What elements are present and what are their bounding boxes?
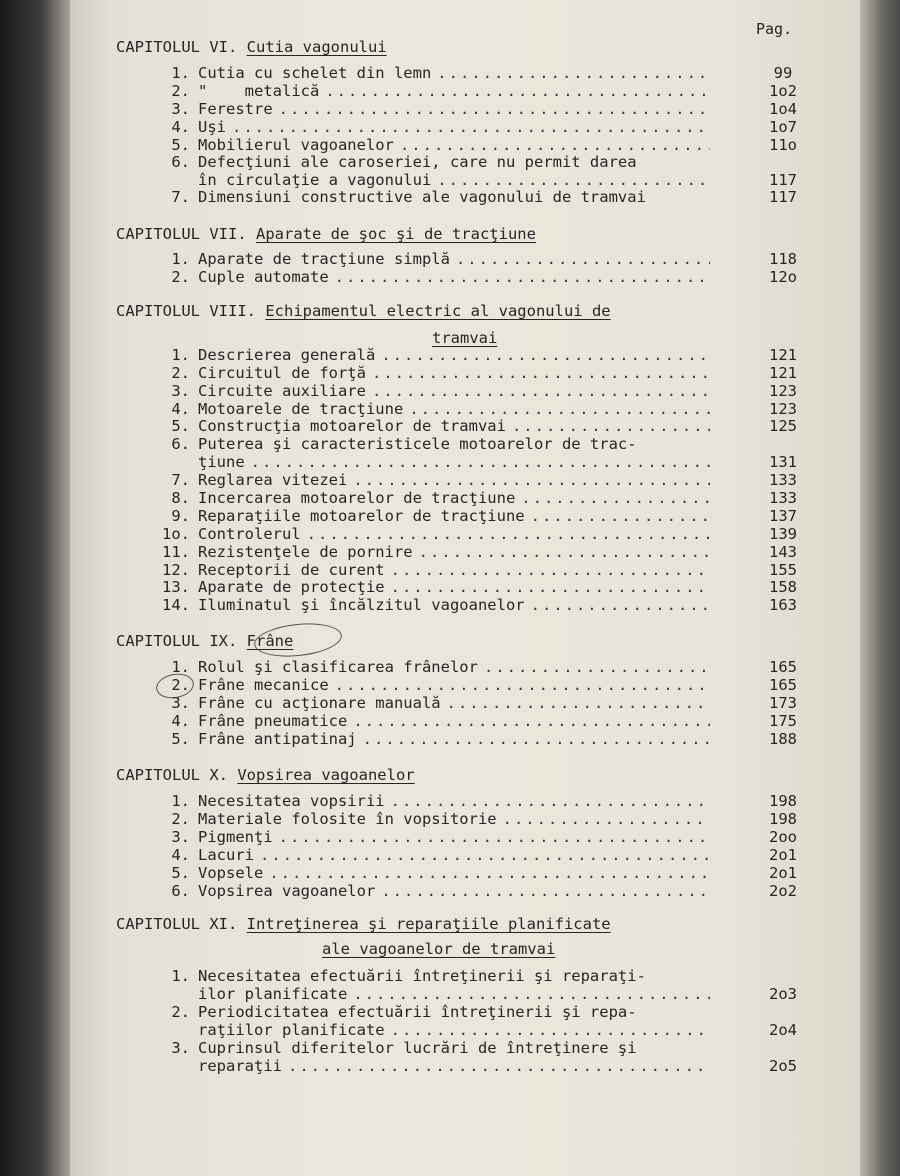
toc-entry[interactable]: 7. Reglarea vitezei ..... xyxy=(156,471,716,489)
toc-entry[interactable]: 4. Lacuri ..... xyxy=(156,846,716,864)
chapter-label: CAPITOLUL IX. xyxy=(116,632,238,650)
toc-entry[interactable]: 2. Materiale folosite în vopsitorie ..... xyxy=(156,810,716,828)
page-number: 2o1 xyxy=(769,864,797,882)
toc-entry[interactable]: 3. Circuite auxiliare ..... xyxy=(156,382,716,400)
chapter-title: Vopsirea vagoanelor xyxy=(237,766,415,784)
toc-entry[interactable]: 1. Rolul şi clasificarea frânelor ..... xyxy=(156,658,716,676)
chapter-title-line2: ale vagoanelor de tramvai xyxy=(322,940,556,958)
toc-entry[interactable]: 6. Puterea şi caracteristicele motoarelor de trac- xyxy=(171,435,637,453)
toc-entry[interactable]: 6. Defecţiuni ale caroseriei, care nu permit darea xyxy=(171,153,637,171)
page-number: 121 xyxy=(769,346,797,364)
toc-entry[interactable]: 4. Motoarele de tracţiune ..... xyxy=(156,400,716,418)
toc-entry[interactable]: 1. Cutia cu schelet din lemn ..... xyxy=(156,64,716,82)
toc-entry[interactable]: 3. Cuprinsul diferitelor lucrări de întreţinere şi xyxy=(171,1039,637,1057)
page-number: 12o xyxy=(769,268,797,286)
toc-entry-continuation: ţiune ..... xyxy=(198,453,716,471)
page-number: 133 xyxy=(769,471,797,489)
page-number: 165 xyxy=(769,676,797,694)
toc-entry[interactable]: 1. Descrierea generală ..... xyxy=(156,346,716,364)
page-number: 137 xyxy=(769,507,797,525)
toc-entry-continuation: în circulaţie a vagonului ..... xyxy=(198,171,716,189)
chapter-title: Intreţinerea şi reparaţiile planificate xyxy=(246,915,611,933)
pen-circle-mark xyxy=(253,619,344,660)
book-spine-shadow xyxy=(0,0,78,1176)
page-number: 139 xyxy=(769,525,797,543)
page-number: 155 xyxy=(769,561,797,579)
toc-entry[interactable]: 5. Frâne antipatinaj ..... xyxy=(156,730,716,748)
toc-entry[interactable]: 3. Pigmenţi ..... xyxy=(156,828,716,846)
page-number: 198 xyxy=(769,810,797,828)
toc-entry[interactable]: 4. Frâne pneumatice ..... xyxy=(156,712,716,730)
page-number: 123 xyxy=(769,382,797,400)
chapter-8-heading xyxy=(116,302,611,320)
toc-entry[interactable]: 7. Dimensiuni constructive ale vagonului de tramvai xyxy=(171,188,646,206)
page-number: 165 xyxy=(769,658,797,676)
chapter-title: Aparate de şoc şi de tracţiune xyxy=(256,225,536,243)
toc-entry[interactable]: 8. Incercarea motoarelor de tracţiune ..... xyxy=(156,489,716,507)
page-number: 123 xyxy=(769,400,797,418)
page-number: 117 xyxy=(769,188,797,206)
page-number: 2o5 xyxy=(769,1057,797,1075)
toc-entry[interactable]: 9. Reparaţiile motoarelor de tracţiune ..... xyxy=(156,507,716,525)
toc-entry-continuation: reparaţii ..... xyxy=(198,1057,716,1075)
page-number: 2o4 xyxy=(769,1021,797,1039)
page-number: 175 xyxy=(769,712,797,730)
page-number: 143 xyxy=(769,543,797,561)
page-number: 121 xyxy=(769,364,797,382)
toc-page xyxy=(70,0,860,1176)
toc-entry[interactable]: 5. Mobilierul vagoanelor ..... xyxy=(156,136,716,154)
chapter-title: Frâne xyxy=(246,632,294,650)
chapter-11-heading xyxy=(116,915,611,933)
page-number: 158 xyxy=(769,578,797,596)
chapter-label: CAPITOLUL VII. xyxy=(116,225,247,243)
chapter-label: CAPITOLUL XI. xyxy=(116,915,238,933)
toc-entry[interactable]: 2. Periodicitatea efectuării întreţinerii şi repa- xyxy=(171,1003,637,1021)
toc-entry[interactable]: 2. Frâne mecanice ..... xyxy=(156,676,716,694)
chapter-label: CAPITOLUL VIII. xyxy=(116,302,256,320)
toc-entry[interactable]: 13. Aparate de protecţie ..... xyxy=(156,578,716,596)
page-number: 2o2 xyxy=(769,882,797,900)
toc-entry[interactable]: 3. Frâne cu acţionare manuală ..... xyxy=(156,694,716,712)
page-number: 198 xyxy=(769,792,797,810)
page-number: 118 xyxy=(769,250,797,268)
toc-entry[interactable]: 3. Ferestre ..... xyxy=(156,100,716,118)
page-number: 188 xyxy=(769,730,797,748)
page-number: 133 xyxy=(769,489,797,507)
page-number: 2o3 xyxy=(769,985,797,1003)
chapter-7-heading xyxy=(116,225,536,243)
page-column-header: Pag. xyxy=(756,20,793,38)
toc-entry[interactable]: 2. Circuitul de forţă ..... xyxy=(156,364,716,382)
page-number: 2oo xyxy=(769,828,797,846)
toc-entry[interactable]: 1. Necesitatea efectuării întreţinerii şi reparaţi- xyxy=(171,967,646,985)
toc-entry[interactable]: 5. Construcţia motoarelor de tramvai ..... xyxy=(156,417,716,435)
page-number: 125 xyxy=(769,417,797,435)
chapter-title-line2: tramvai xyxy=(432,329,498,347)
toc-entry[interactable]: 11. Rezistenţele de pornire ..... xyxy=(156,543,716,561)
chapter-10-heading xyxy=(116,766,415,784)
page-number: 2o1 xyxy=(769,846,797,864)
page-number: 117 xyxy=(769,171,797,189)
toc-entry[interactable]: 2. " metalică ..... xyxy=(156,82,716,100)
toc-entry[interactable]: 1o. Controlerul ..... xyxy=(156,525,716,543)
toc-entry[interactable]: 1. Necesitatea vopsirii ..... xyxy=(156,792,716,810)
chapter-title: Echipamentul electric al vagonului de xyxy=(265,302,611,320)
chapter-title: Cutia vagonului xyxy=(246,38,387,56)
page-number: 173 xyxy=(769,694,797,712)
toc-entry[interactable]: 5. Vopsele ..... xyxy=(156,864,716,882)
page-number: 1o4 xyxy=(769,100,797,118)
page-number: 131 xyxy=(769,453,797,471)
toc-entry[interactable]: 2. Cuple automate ..... xyxy=(156,268,716,286)
toc-entry[interactable]: 14. Iluminatul şi încălzitul vagoanelor ..... xyxy=(156,596,716,614)
page-number: 1o2 xyxy=(769,82,797,100)
page-number: 1o7 xyxy=(769,118,797,136)
page-number: 11o xyxy=(769,136,797,154)
toc-entry[interactable]: 1. Aparate de tracţiune simplă ..... xyxy=(156,250,716,268)
toc-entry-continuation: ilor planificate ..... xyxy=(198,985,716,1003)
chapter-label: CAPITOLUL X. xyxy=(116,766,228,784)
toc-entry[interactable]: 4. Uşi ..... xyxy=(156,118,716,136)
chapter-6-heading xyxy=(116,38,387,56)
page-number: 99 xyxy=(773,64,793,82)
toc-entry[interactable]: 12. Receptorii de curent ..... xyxy=(156,561,716,579)
page-number: 163 xyxy=(769,596,797,614)
toc-entry-continuation: raţiilor planificate ..... xyxy=(198,1021,716,1039)
chapter-label: CAPITOLUL VI. xyxy=(116,38,238,56)
toc-entry[interactable]: 6. Vopsirea vagoanelor ..... xyxy=(156,882,716,900)
